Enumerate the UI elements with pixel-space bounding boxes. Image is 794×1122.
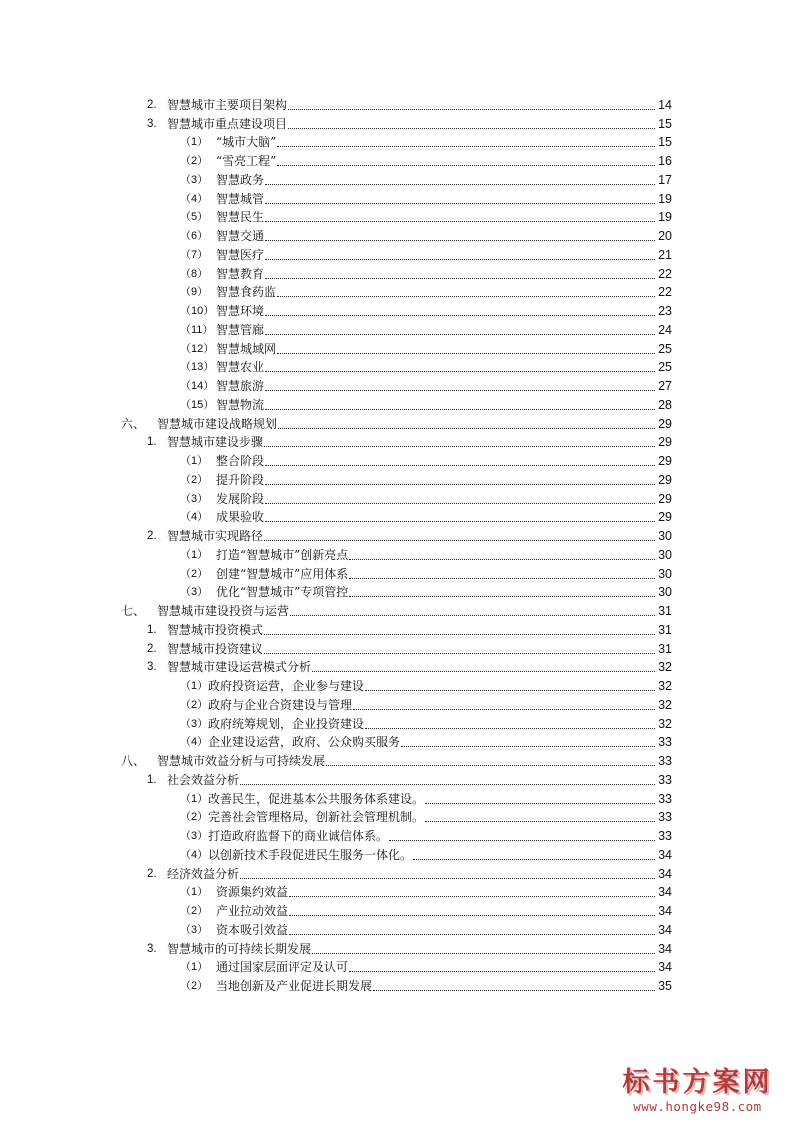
toc-dot-leader <box>288 127 655 129</box>
toc-dot-leader <box>264 445 655 447</box>
toc-page-number: 29 <box>658 472 672 487</box>
toc-dot-leader <box>265 502 655 504</box>
toc-entry-title: 以创新技术手段促进民生服务一体化。 <box>208 847 413 862</box>
toc-entry[interactable] <box>0 150 794 169</box>
toc-page-number: 30 <box>658 547 672 562</box>
toc-entry-title: 优化“智慧城市”专项管控 <box>216 585 349 600</box>
toc-dot-leader <box>265 520 655 522</box>
toc-page-number: 32 <box>658 716 672 731</box>
toc-entry[interactable] <box>0 169 794 188</box>
toc-entry[interactable] <box>0 975 794 994</box>
toc-entry-number: （2） <box>180 698 209 711</box>
toc-entry[interactable] <box>0 825 794 844</box>
toc-entry[interactable] <box>0 207 794 226</box>
toc-entry-title: 智慧物流 <box>216 397 265 412</box>
toc-entry-title: 资本吸引效益 <box>216 922 289 937</box>
toc-entry[interactable] <box>0 507 794 526</box>
toc-dot-leader <box>265 314 655 316</box>
toc-entry[interactable] <box>0 394 794 413</box>
toc-entry-title: 经济效益分析 <box>167 866 240 881</box>
toc-page-number: 17 <box>658 172 672 187</box>
toc-page-number: 15 <box>658 135 672 150</box>
toc-entry-number: （3） <box>180 173 209 186</box>
toc-entry[interactable] <box>0 188 794 207</box>
toc-dot-leader <box>265 202 655 204</box>
toc-entry-title: 改善民生，促进基本公共服务体系建设。 <box>208 791 425 806</box>
toc-entry-title: 智慧城市建设战略规划 <box>157 416 278 431</box>
toc-entry-title: 发展阶段 <box>216 491 265 506</box>
toc-dot-leader <box>353 708 655 710</box>
toc-entry-title: 智慧城市重点建设项目 <box>167 116 288 131</box>
toc-entry-number: （1） <box>180 680 209 692</box>
toc-entry[interactable] <box>0 300 794 319</box>
toc-page-number: 19 <box>658 210 672 225</box>
toc-dot-leader <box>265 464 655 466</box>
toc-entry-number: 3. <box>147 117 157 130</box>
toc-dot-leader <box>278 427 655 429</box>
toc-entry-title: 政府投资运营，企业参与建设 <box>208 679 365 693</box>
toc-entry[interactable] <box>0 882 794 901</box>
toc-entry[interactable] <box>0 750 794 769</box>
toc-entry-number: （1） <box>180 548 209 561</box>
toc-dot-leader <box>312 670 655 672</box>
toc-page-number: 14 <box>658 97 672 112</box>
toc-entry-number: （5） <box>180 211 209 224</box>
toc-entry-title: 智慧城市效益分析与可持续发展 <box>157 754 326 768</box>
toc-entry-title: “城市大脑” <box>216 135 277 150</box>
toc-entry-number: （3） <box>180 492 209 505</box>
toc-entry-number: 1. <box>147 623 157 636</box>
toc-entry-number: （11） <box>180 323 214 336</box>
toc-entry-number: （1） <box>180 455 209 467</box>
toc-entry[interactable] <box>0 432 794 451</box>
toc-page-number: 29 <box>658 510 672 525</box>
toc-page-number: 31 <box>658 604 672 618</box>
toc-entry-number: 2. <box>147 867 157 880</box>
toc-page-number: 29 <box>658 491 672 506</box>
toc-entry-number: （4） <box>180 192 209 205</box>
toc-entry-number: （9） <box>180 286 209 299</box>
toc-entry-number: （10） <box>180 305 215 317</box>
toc-page-number: 30 <box>658 529 672 543</box>
toc-entry[interactable] <box>0 769 794 788</box>
toc-page-number: 34 <box>658 885 672 900</box>
toc-page-number: 29 <box>658 416 672 431</box>
toc-entry[interactable] <box>0 132 794 151</box>
toc-page-number: 20 <box>658 229 672 243</box>
toc-entry-title: 整合阶段 <box>216 454 265 468</box>
toc-entry-title: 创建“智慧城市”应用体系 <box>216 566 349 581</box>
toc-entry-number: （2） <box>180 567 209 580</box>
toc-entry-title: 智慧城市投资建议 <box>167 641 264 656</box>
toc-page-number: 34 <box>658 866 672 881</box>
toc-entry-number: （3） <box>180 586 209 599</box>
toc-page-number: 33 <box>658 735 672 750</box>
toc-dot-leader <box>265 389 655 391</box>
toc-page-number: 33 <box>658 791 672 806</box>
toc-entry-number: （3） <box>180 830 209 842</box>
toc-page-number: 31 <box>658 622 672 637</box>
toc-page-number: 15 <box>658 116 672 131</box>
toc-dot-leader <box>373 989 655 991</box>
toc-dot-leader <box>264 652 655 654</box>
toc-entry-number: （8） <box>180 267 209 280</box>
toc-page-number: 31 <box>658 641 672 656</box>
toc-dot-leader <box>277 295 655 297</box>
toc-entry-number: 2. <box>147 98 157 111</box>
toc-entry[interactable] <box>0 319 794 338</box>
toc-dot-leader <box>425 820 655 822</box>
toc-entry-number: （4） <box>180 511 209 524</box>
toc-entry-title: 智慧城市建设步骤 <box>167 435 264 450</box>
toc-page-number: 35 <box>658 979 672 993</box>
toc-page-number: 29 <box>658 454 672 468</box>
toc-entry-number: （6） <box>180 230 209 242</box>
toc-entry[interactable] <box>0 619 794 638</box>
toc-entry-title: 智慧医疗 <box>216 247 265 262</box>
toc-dot-leader <box>365 727 655 729</box>
toc-dot-leader <box>289 895 655 897</box>
toc-entry-title: 提升阶段 <box>216 472 265 487</box>
toc-entry-number: （14） <box>180 380 215 392</box>
toc-entry[interactable] <box>0 788 794 807</box>
toc-entry-number: （2） <box>180 811 209 824</box>
toc-entry-title: 打造政府监督下的商业诚信体系。 <box>208 829 389 843</box>
toc-entry[interactable] <box>0 375 794 394</box>
toc-entry-number: （3） <box>180 923 209 936</box>
toc-entry[interactable] <box>0 282 794 301</box>
toc-entry-title: 智慧交通 <box>216 229 265 243</box>
toc-entry-number: 1. <box>147 773 157 786</box>
toc-entry-title: 智慧城市主要项目架构 <box>167 97 288 112</box>
toc-entry-number: （4） <box>180 848 209 861</box>
toc-entry-number: （13） <box>180 361 215 374</box>
toc-entry-number: （3） <box>180 717 209 730</box>
toc-page-number: 32 <box>658 679 672 693</box>
toc-page-number: 23 <box>658 304 672 318</box>
toc-entry[interactable] <box>0 919 794 938</box>
toc-dot-leader <box>264 539 655 541</box>
site-watermark <box>615 1067 780 1114</box>
toc-entry-title: 智慧旅游 <box>216 379 265 393</box>
toc-entry[interactable] <box>0 244 794 263</box>
toc-entry-number: 2. <box>147 642 157 655</box>
toc-entry-title: 通过国家层面评定及认可 <box>216 960 349 975</box>
toc-entry[interactable] <box>0 525 794 544</box>
toc-entry[interactable] <box>0 225 794 244</box>
toc-entry-number: （1） <box>180 136 209 149</box>
toc-dot-leader <box>240 783 655 785</box>
toc-entry-title: 成果验收 <box>216 510 265 525</box>
toc-entry-title: 社会效益分析 <box>167 772 240 787</box>
toc-dot-leader <box>277 145 655 147</box>
toc-entry[interactable] <box>0 544 794 563</box>
toc-dot-leader <box>349 577 655 579</box>
toc-entry-title: 产业拉动效益 <box>216 904 289 918</box>
toc-page-number: 32 <box>658 660 672 675</box>
toc-entry-title: 智慧城市实现路径 <box>167 529 264 543</box>
toc-entry-number: （1） <box>180 792 209 805</box>
toc-entry-title: 智慧农业 <box>216 360 265 375</box>
toc-page-number: 33 <box>658 772 672 787</box>
toc-entry-title: 智慧管廊 <box>216 322 265 337</box>
toc-dot-leader <box>240 877 655 879</box>
toc-entry[interactable] <box>0 957 794 976</box>
toc-entry[interactable] <box>0 807 794 826</box>
toc-entry[interactable] <box>0 900 794 919</box>
toc-entry-number: （2） <box>180 155 209 167</box>
toc-entry[interactable] <box>0 488 794 507</box>
toc-entry-title: 资源集约效益 <box>216 885 289 900</box>
toc-page-number: 22 <box>658 285 672 300</box>
toc-entry[interactable] <box>0 694 794 713</box>
toc-dot-leader <box>265 183 655 185</box>
toc-page-number: 30 <box>658 585 672 600</box>
toc-dot-leader <box>288 108 655 110</box>
toc-dot-leader <box>349 595 655 597</box>
toc-page-number: 34 <box>658 904 672 918</box>
toc-dot-leader <box>277 164 655 166</box>
toc-entry[interactable] <box>0 863 794 882</box>
toc-entry[interactable] <box>0 94 794 113</box>
toc-entry[interactable] <box>0 582 794 601</box>
toc-entry-number: （2） <box>180 473 209 486</box>
toc-dot-leader <box>265 333 655 335</box>
toc-entry[interactable] <box>0 450 794 469</box>
toc-entry[interactable] <box>0 563 794 582</box>
toc-entry-title: 智慧城市建设运营模式分析 <box>167 660 312 675</box>
toc-entry-number: （7） <box>180 248 209 261</box>
toc-entry-title: 智慧环境 <box>216 304 265 318</box>
toc-entry-title: 企业建设运营，政府、公众购买服务 <box>208 735 401 750</box>
toc-page-number: 19 <box>658 191 672 206</box>
toc-dot-leader <box>312 952 655 954</box>
toc-entry-title: 智慧民生 <box>216 210 265 225</box>
toc-page-number: 25 <box>658 341 672 356</box>
toc-page-number: 25 <box>658 360 672 375</box>
toc-dot-leader <box>265 370 655 372</box>
toc-entry[interactable] <box>0 338 794 357</box>
toc-page-number: 32 <box>658 697 672 712</box>
toc-entry-title: 智慧食药监 <box>216 285 277 300</box>
toc-entry-title: 打造“智慧城市”创新亮点 <box>216 547 349 562</box>
toc-page-number: 30 <box>658 566 672 581</box>
toc-entry-number: （12） <box>180 342 215 355</box>
toc-page-number: 34 <box>658 922 672 937</box>
toc-dot-leader <box>289 914 655 916</box>
toc-dot-leader <box>265 277 655 279</box>
toc-entry-number: 六、 <box>121 416 146 431</box>
toc-entry-number: （1） <box>180 961 209 974</box>
toc-entry[interactable] <box>0 469 794 488</box>
toc-entry-number: （15） <box>180 398 215 411</box>
table-of-contents <box>0 94 794 994</box>
toc-entry-number: （2） <box>180 980 209 992</box>
toc-entry-number: （2） <box>180 905 209 917</box>
toc-entry-title: 智慧城市的可持续长期发展 <box>167 941 312 956</box>
toc-dot-leader <box>265 408 655 410</box>
toc-entry[interactable] <box>0 844 794 863</box>
toc-dot-leader <box>401 745 655 747</box>
toc-page-number: 29 <box>658 435 672 450</box>
toc-entry[interactable] <box>0 938 794 957</box>
toc-entry-title: 政府与企业合资建设与管理 <box>208 697 353 712</box>
toc-entry[interactable] <box>0 713 794 732</box>
toc-entry[interactable] <box>0 732 794 751</box>
toc-entry[interactable] <box>0 657 794 676</box>
toc-entry-number: 八、 <box>121 754 146 768</box>
toc-entry-number: 2. <box>147 530 157 542</box>
toc-page-number: 33 <box>658 829 672 843</box>
toc-entry-title: 智慧教育 <box>216 266 265 281</box>
toc-page-number: 24 <box>658 322 672 337</box>
toc-page-number: 34 <box>658 941 672 956</box>
toc-entry[interactable] <box>0 675 794 694</box>
toc-entry-number: （4） <box>180 736 209 749</box>
toc-dot-leader <box>265 239 655 241</box>
toc-dot-leader <box>365 689 655 691</box>
toc-entry[interactable] <box>0 113 794 132</box>
toc-entry-title: 政府统筹规划，企业投资建设 <box>208 716 365 731</box>
toc-page-number: 27 <box>658 379 672 393</box>
toc-dot-leader <box>265 220 655 222</box>
toc-page-number: 16 <box>658 154 672 168</box>
toc-dot-leader <box>389 839 655 841</box>
toc-dot-leader <box>264 633 655 635</box>
toc-page-number: 33 <box>658 754 672 768</box>
toc-page-number: 28 <box>658 397 672 412</box>
toc-entry[interactable] <box>0 600 794 619</box>
toc-entry-number: 1. <box>147 436 157 449</box>
toc-dot-leader <box>413 858 655 860</box>
toc-entry-title: 完善社会管理格局，创新社会管理机制。 <box>208 810 425 825</box>
toc-dot-leader <box>277 352 655 354</box>
toc-entry[interactable] <box>0 263 794 282</box>
watermark-url: www.hongke98.com <box>633 1099 762 1114</box>
toc-page-number: 34 <box>658 960 672 975</box>
toc-entry-title: “雪亮工程” <box>216 154 277 168</box>
watermark-logo-text: 标书方案网 <box>622 1067 773 1098</box>
toc-entry-title: 智慧城市建设投资与运营 <box>157 604 290 618</box>
toc-page-number: 22 <box>658 266 672 281</box>
toc-entry[interactable] <box>0 357 794 376</box>
toc-entry-title: 智慧政务 <box>216 172 265 187</box>
toc-dot-leader <box>265 483 655 485</box>
toc-page-number: 33 <box>658 810 672 825</box>
toc-dot-leader <box>326 764 655 766</box>
toc-dot-leader <box>265 258 655 260</box>
toc-page-number: 34 <box>658 847 672 862</box>
toc-entry[interactable] <box>0 413 794 432</box>
toc-entry-title: 当地创新及产业促进长期发展 <box>216 979 373 993</box>
toc-dot-leader <box>349 558 655 560</box>
toc-entry-title: 智慧城市投资模式 <box>167 622 264 637</box>
toc-entry-title: 智慧城管 <box>216 191 265 206</box>
toc-entry-number: （1） <box>180 886 209 899</box>
toc-dot-leader <box>289 933 655 935</box>
toc-entry[interactable] <box>0 638 794 657</box>
toc-page-number: 21 <box>658 247 672 262</box>
toc-entry-number: 3. <box>147 661 157 674</box>
toc-dot-leader <box>290 614 655 616</box>
toc-entry-number: 七、 <box>121 604 146 618</box>
toc-entry-title: 智慧城域网 <box>216 341 277 356</box>
toc-entry-number: 3. <box>147 942 157 955</box>
toc-dot-leader <box>349 970 655 972</box>
toc-dot-leader <box>425 802 655 804</box>
